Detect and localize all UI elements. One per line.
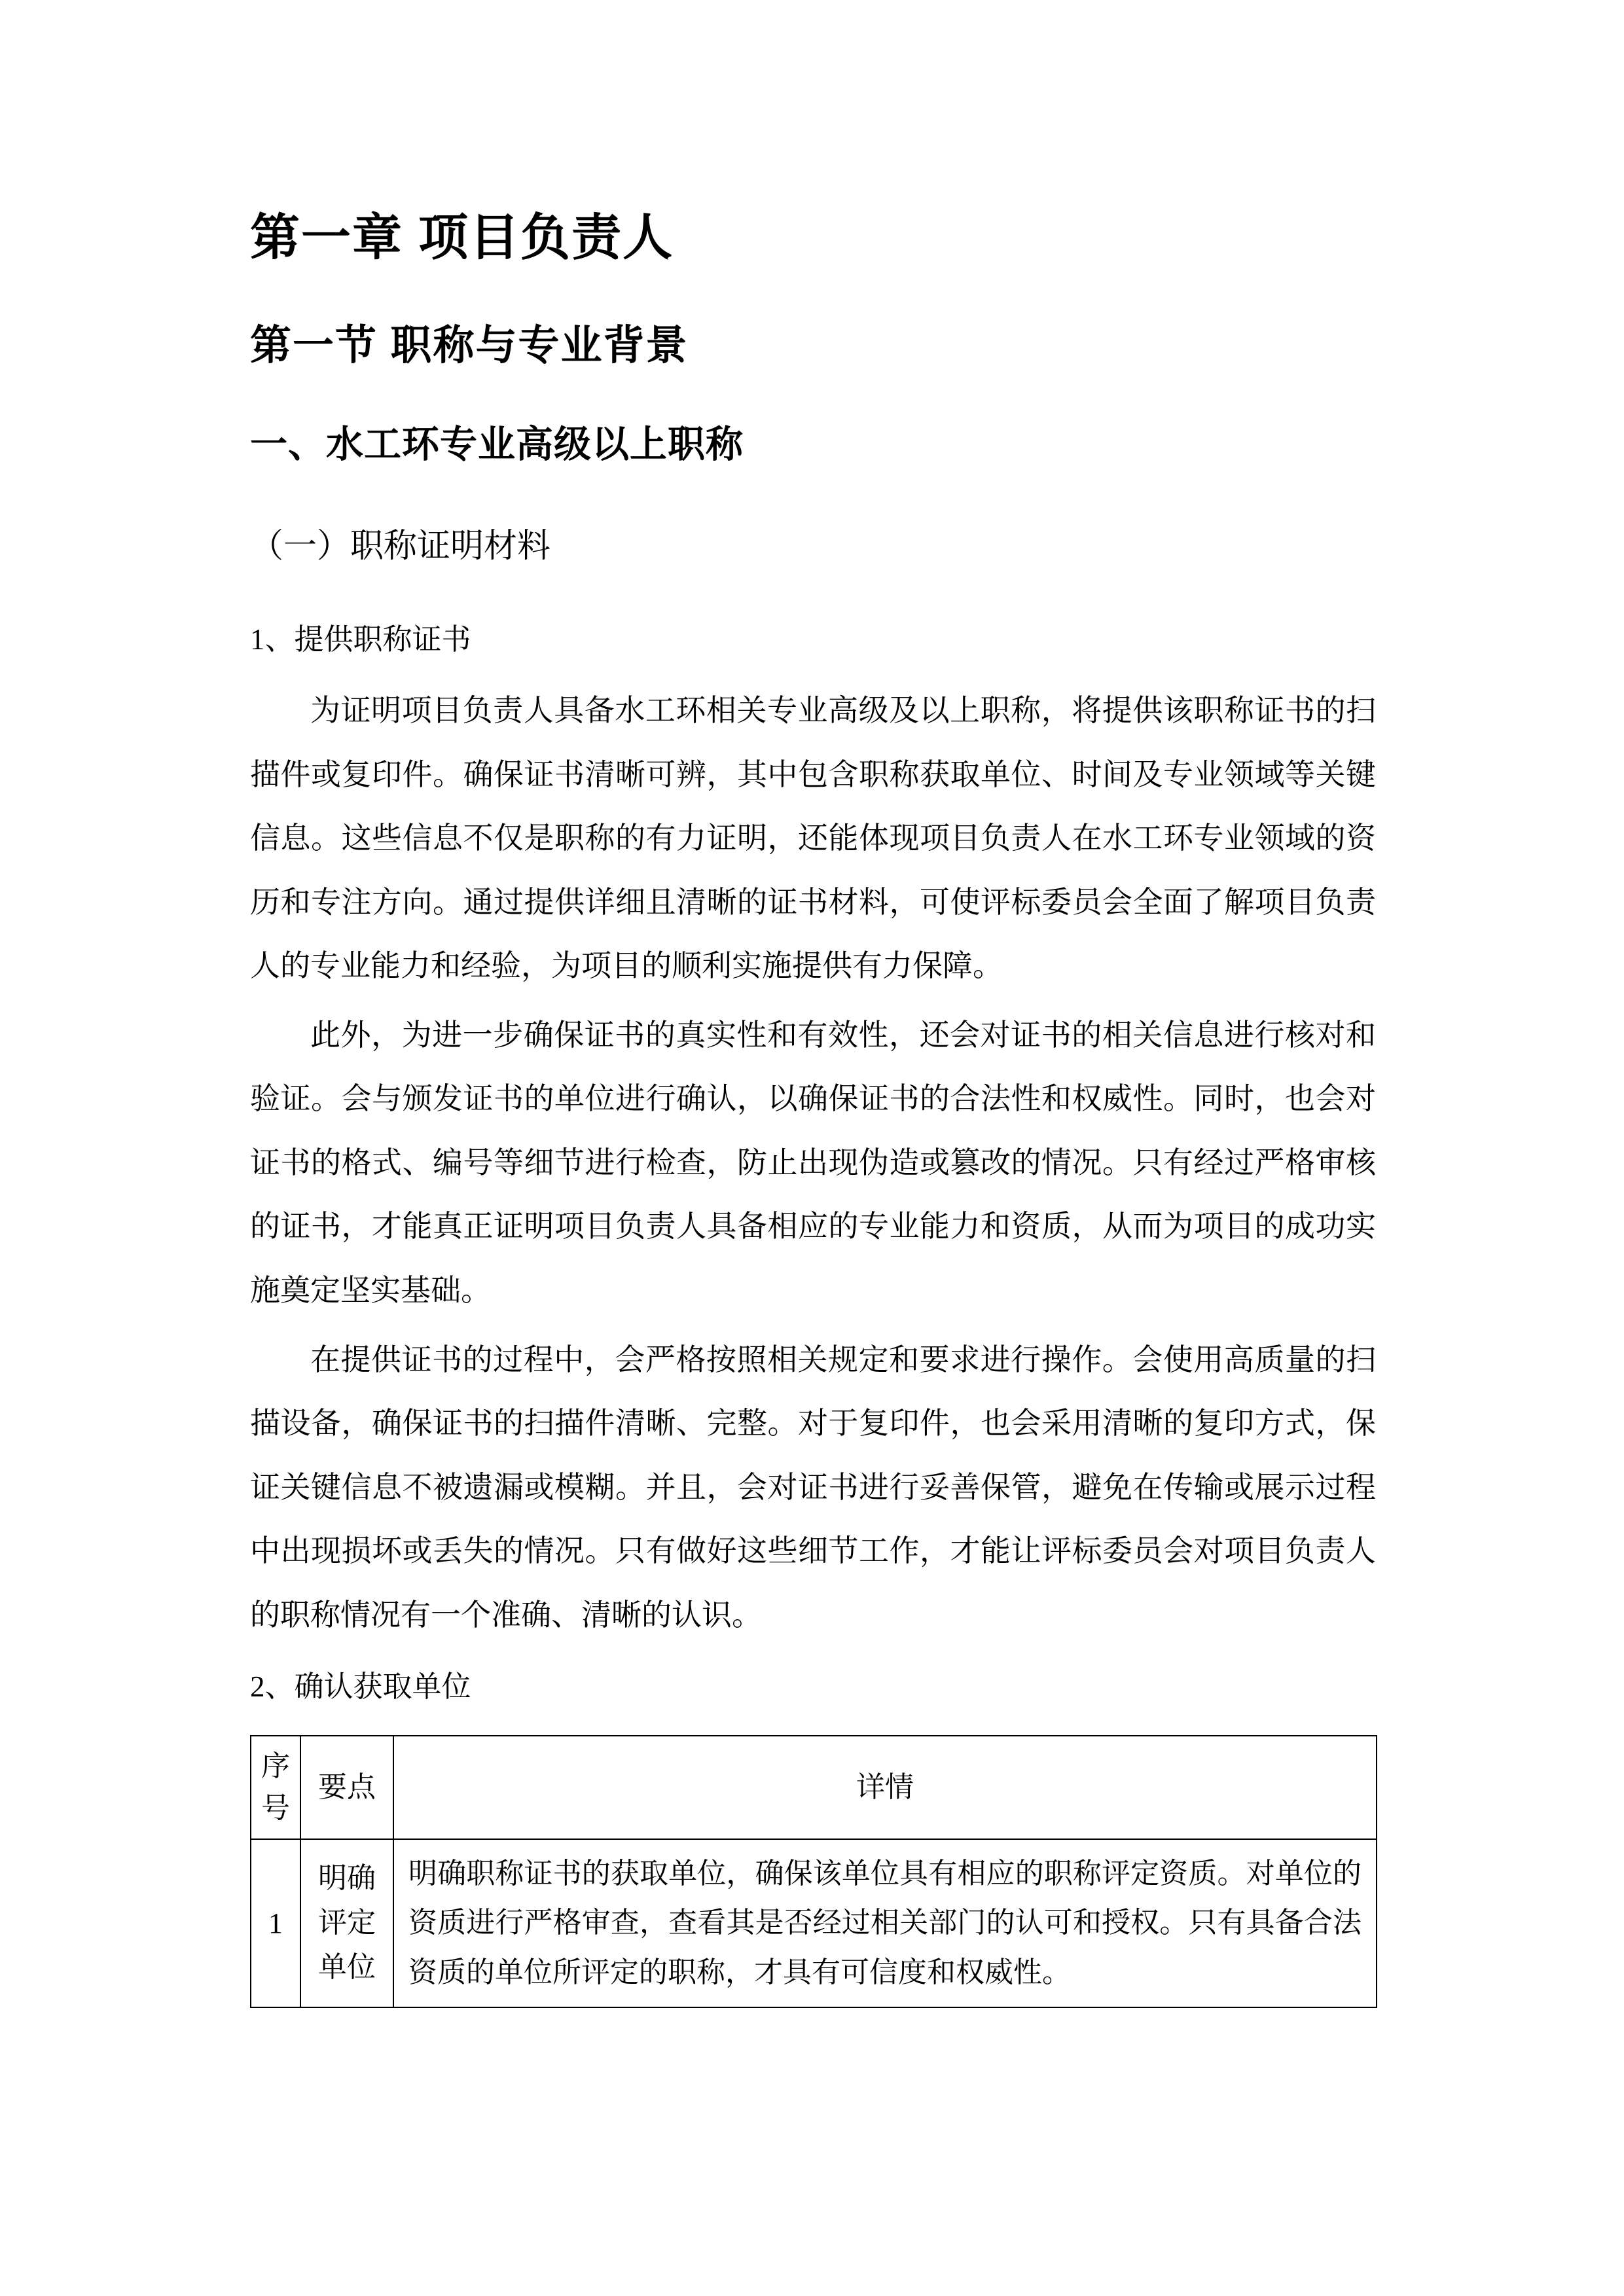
paragraph: 此外，为进一步确保证书的真实性和有效性，还会对证书的相关信息进行核对和验证。会与颁发证书的单位进行确认，以确保证书的合法性和权威性。同时，也会对证书的格式、编号等细节进行检查，防止出现伪造或篡改的情况。只有经过严格审核的证书，才能真正证明项目负责人具备相应的专业能力和资质，从而为项目的成功实施奠定坚实基础。 [250,1018,1376,1307]
paragraph: 在提供证书的过程中，会严格按照相关规定和要求进行操作。会使用高质量的扫描设备，确保证书的扫描件清晰、完整。对于复印件，也会采用清晰的复印方式，保证关键信息不被遗漏或模糊。并且，会对证书进行妥善保管，避免在传输或展示过程中出现损坏或丢失的情况。只有做好这些细节工作，才能让评标委员会对项目负责人的职称情况有一个准确、清晰的认识。 [250,1342,1376,1632]
requirements-table [250,1735,1377,2008]
table-header-no: 序号 [251,1736,300,1839]
table-row [251,1839,1377,2007]
table-header-row [251,1736,1377,1839]
table-cell-no: 1 [251,1839,300,2007]
paragraph: 为证明项目负责人具备水工环相关专业高级及以上职称，将提供该职称证书的扫描件或复印件。确保证书清晰可辨，其中包含职称获取单位、时间及专业领域等关键信息。这些信息不仅是职称的有力证明，还能体现项目负责人在水工环专业领域的资历和专注方向。通过提供详细且清晰的证书材料，可使评标委员会全面了解项目负责人的专业能力和经验，为项目的顺利实施提供有力保障。 [250,694,1376,983]
table-cell-detail: 明确职称证书的获取单位，确保该单位具有相应的职称评定资质。对单位的资质进行严格审查，查看其是否经过相关部门的认可和授权。只有具备合法资质的单位所评定的职称，才具有可信度和权威性。 [393,1839,1377,2007]
sub-subsection-heading: （一）职称证明材料 [250,528,551,565]
item-heading-2: 2、确认获取单位 [250,1670,471,1704]
table-header-point: 要点 [300,1736,393,1839]
table-header-detail: 详情 [393,1736,1377,1839]
table-cell-point: 明确评定单位 [300,1839,393,2007]
document-content [250,208,1376,2008]
item-heading-1: 1、提供职称证书 [250,623,471,656]
subsection-heading: 一、水工环专业高级以上职称 [250,423,744,465]
section-heading: 第一节 职称与专业背景 [250,323,689,369]
chapter-heading: 第一章 项目负责人 [250,210,674,266]
